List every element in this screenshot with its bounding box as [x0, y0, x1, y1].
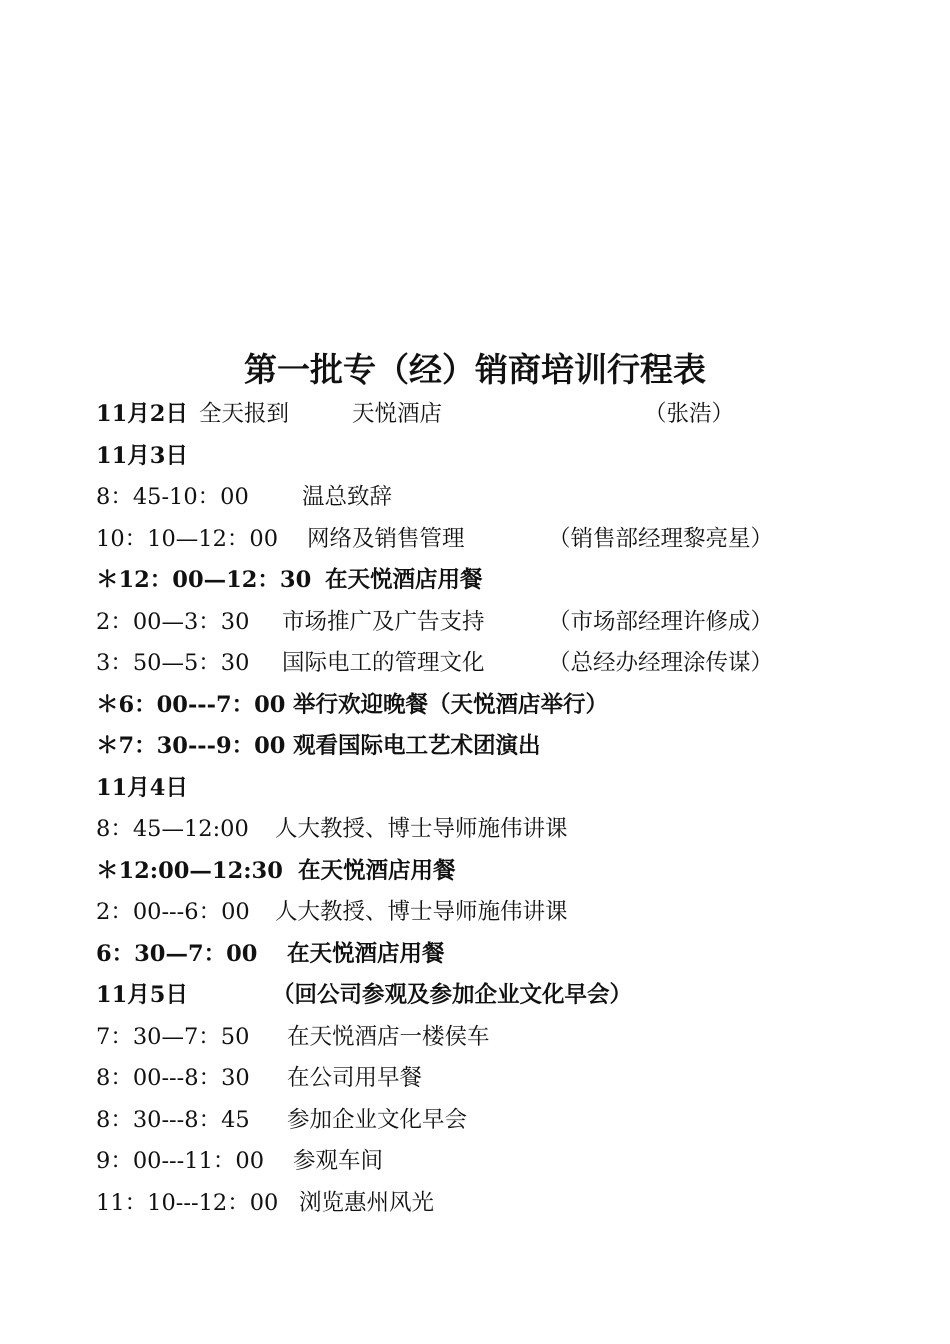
event-title: 人大教授、博士导师施伟讲课 — [275, 899, 568, 925]
time-slot: 8：00---8：30 — [96, 1065, 250, 1091]
event-title: 观看国际电工艺术团演出 — [293, 733, 541, 759]
event-title: 在天悦酒店一楼侯车 — [287, 1023, 490, 1050]
schedule-line — [96, 643, 856, 685]
time-slot: 7：30—7：50 — [96, 1023, 250, 1050]
schedule-line — [96, 851, 856, 893]
event-title: 在天悦酒店用餐 — [298, 857, 456, 884]
schedule-line — [96, 477, 856, 519]
event-speaker: （总经办经理涂传谋） — [548, 650, 774, 676]
schedule-line — [96, 809, 856, 851]
schedule-line-nov3-heading — [96, 436, 856, 478]
day-subtitle: （回公司参观及参加企业文化早会） — [272, 982, 633, 1008]
event-title: 在天悦酒店用餐 — [287, 940, 445, 967]
event-title: 市场推广及广告支持 — [282, 608, 485, 635]
event-title: 参加企业文化早会 — [287, 1106, 468, 1133]
time-slot: ＊6：00---7：00 — [96, 691, 286, 718]
event-title: 温总致辞 — [302, 484, 393, 510]
date-nov5: 11月5日 — [96, 982, 188, 1008]
schedule-line-nov2 — [96, 394, 856, 436]
event-text: 全天报到 — [199, 401, 290, 427]
event-title: 人大教授、博士导师施伟讲课 — [275, 816, 568, 842]
time-slot: 9：00---11：00 — [96, 1148, 265, 1174]
time-slot: ＊7：30---9：00 — [96, 733, 286, 759]
time-slot: 10：10—12：00 — [96, 525, 279, 552]
event-title: 参观车间 — [293, 1148, 384, 1174]
schedule — [96, 394, 856, 1224]
event-title: 举行欢迎晚餐（天悦酒店举行） — [293, 691, 609, 718]
schedule-line — [96, 685, 856, 727]
schedule-line — [96, 560, 856, 602]
date-nov3: 11月3日 — [96, 442, 188, 469]
time-slot: 2：00—3：30 — [96, 608, 250, 635]
schedule-line — [96, 1058, 856, 1100]
schedule-line — [96, 1100, 856, 1142]
schedule-line — [96, 602, 856, 644]
time-slot: 2：00---6：00 — [96, 899, 250, 925]
date-nov2: 11月2日 — [96, 401, 188, 427]
event-title: 在公司用早餐 — [287, 1065, 423, 1091]
time-slot: ＊12：00—12：30 — [96, 567, 312, 593]
time-slot: 8：45—12:00 — [96, 816, 249, 842]
date-nov4: 11月4日 — [96, 774, 188, 801]
document-title: 第一批专（经）销商培训行程表 — [244, 350, 706, 389]
time-slot: 8：30---8：45 — [96, 1106, 250, 1133]
event-title: 国际电工的管理文化 — [282, 650, 485, 676]
schedule-line — [96, 892, 856, 934]
schedule-line — [96, 1183, 856, 1225]
event-title: 在天悦酒店用餐 — [325, 567, 483, 593]
time-slot: ＊12:00—12:30 — [96, 857, 283, 884]
schedule-line — [96, 934, 856, 976]
event-person: （张浩） — [644, 401, 735, 427]
time-slot: 8：45-10：00 — [96, 484, 249, 510]
schedule-line-nov5-heading — [96, 975, 856, 1017]
schedule-line — [96, 1017, 856, 1059]
event-title: 网络及销售管理 — [307, 525, 465, 552]
time-slot: 11：10---12：00 — [96, 1189, 279, 1216]
schedule-line — [96, 726, 856, 768]
schedule-line — [96, 1141, 856, 1183]
event-place: 天悦酒店 — [352, 401, 443, 427]
schedule-line — [96, 519, 856, 561]
event-speaker: （市场部经理许修成） — [548, 608, 774, 635]
event-speaker: （销售部经理黎亮星） — [548, 525, 774, 552]
time-slot: 3：50—5：30 — [96, 650, 250, 676]
time-slot: 6：30—7：00 — [96, 940, 258, 967]
schedule-line-nov4-heading — [96, 768, 856, 810]
event-title: 浏览惠州风光 — [299, 1189, 435, 1216]
